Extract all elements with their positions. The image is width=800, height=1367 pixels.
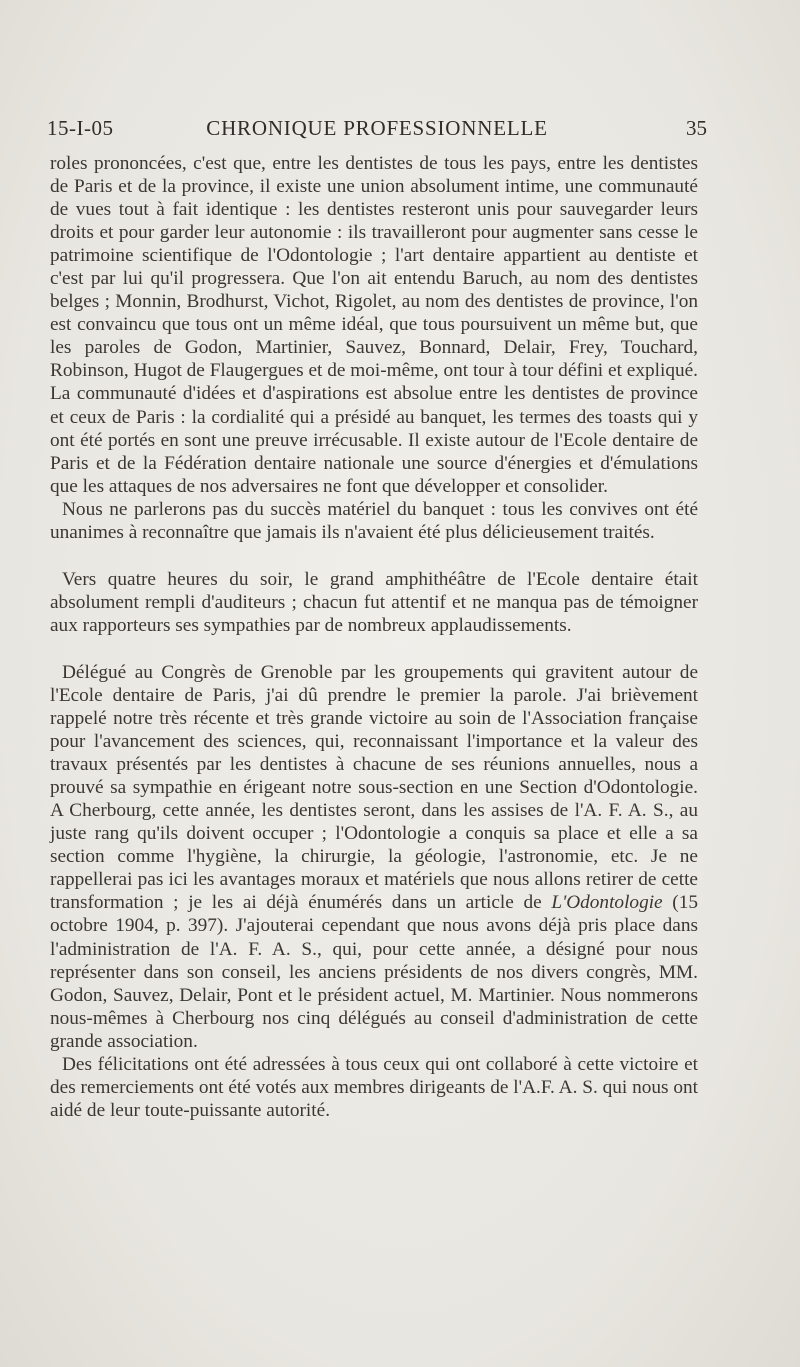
paragraph-4-text: Délégué au Congrès de Grenoble par les groupements qui gravitent autour de l'Ecole dentaire de Paris, j'ai dû prendre le premier la parole. J'ai brièvement rappelé notre très récente et très grande victoire au soin de l'Association française pour l'avancement des sciences, qui, reconnaissant l'importance et la valeur des travaux présentés par les dentistes à chacune de ses réunions annuelles, nous a prouvé sa sympathie en érigeant notre sous-section en une Section d'Odontologie. A Cherbourg, cette année, les dentistes seront, dans les assises de l'A. F. A. S., au juste rang qu'ils doivent occuper ; l'Odontologie a conquis sa place et elle a sa section comme l'hygiène, la chirurgie, la géologie, l'astronomie, etc. Je ne rappellerai pas ici les avantages moraux et matériels que nous allons retirer de cette transformation ; je les ai déjà énumérés dans un article de	[50, 661, 698, 914]
paragraph-2: Nous ne parlerons pas du succès matériel du banquet : tous les convives ont été unanimes à reconnaître que jamais ils n'avaient été plus délicieusement traités.	[50, 498, 698, 543]
article-body	[50, 152, 698, 1122]
issue-date: 15-I-05	[47, 116, 114, 140]
paragraph-4	[50, 661, 698, 1053]
running-head: CHRONIQUE PROFESSIONNELLE	[206, 116, 548, 140]
paragraph-1: roles prononcées, c'est que, entre les dentistes de tous les pays, entre les dentistes de Paris et de la province, il existe une union absolument intime, une communauté de vues tout à fait identique : les dentistes resteront unis pour sauvegarder leurs droits et pour garder leur autonomie : ils travailleront pour augmenter sans cesse le patrimoine scientifique de l'Odontologie ; l'art dentaire appartient au dentiste et c'est par lui qu'il progressera. Que l'on ait entendu Baruch, au nom des dentistes belges ; Monnin, Brodhurst, Vichot, Rigolet, au nom des dentistes de province, l'on est convaincu que tous ont un même idéal, que tous poursuivent un même but, que les paroles de Godon, Martinier, Sauvez, Bonnard, Delair, Frey, Touchard, Robinson, Hugot de Flaugergues et de moi-même, ont tour à tour défini et expliqué. La communauté d'idées et d'aspirations est absolue entre les dentistes de province et ceux de Paris : la cordialité qui a présidé au banquet, les termes des toasts qui y ont été portés en sont une preuve irrécusable. Il existe autour de l'Ecole dentaire de Paris et de la Fédération dentaire nationale une source d'énergies et d'émulations que les attaques de nos adversaires ne font que développer et consolider.	[50, 153, 698, 497]
page-header	[47, 116, 707, 146]
paragraph-4-continued: (15 octobre 1904, p. 397). J'ajouterai cependant que nous avons déjà pris place dans l'administration de l'A. F. A. S., qui, pour cette année, a désigné pour nous représenter dans son conseil, les anciens présidents de nos divers congrès, MM. Godon, Sauvez, Delair, Pont et le président actuel, M. Martinier. Nous nommerons nous-mêmes à Cherbourg nos cinq délégués au conseil d'administration de cette grande association.	[50, 892, 698, 1052]
page-number: 35	[686, 116, 707, 140]
paragraph-5: Des félicitations ont été adressées à tous ceux qui ont collaboré à cette victoire et des remerciements ont été votés aux membres dirigeants de l'A.F. A. S. qui nous ont aidé de leur toute-puissante autorité.	[50, 1053, 698, 1121]
journal-title: L'Odontologie	[551, 892, 663, 914]
paragraph-3: Vers quatre heures du soir, le grand amphithéâtre de l'Ecole dentaire était absolument rempli d'auditeurs ; chacun fut attentif et ne manqua pas de témoigner aux rapporteurs ses sympathies par de nombreux applaudissements.	[50, 568, 698, 636]
